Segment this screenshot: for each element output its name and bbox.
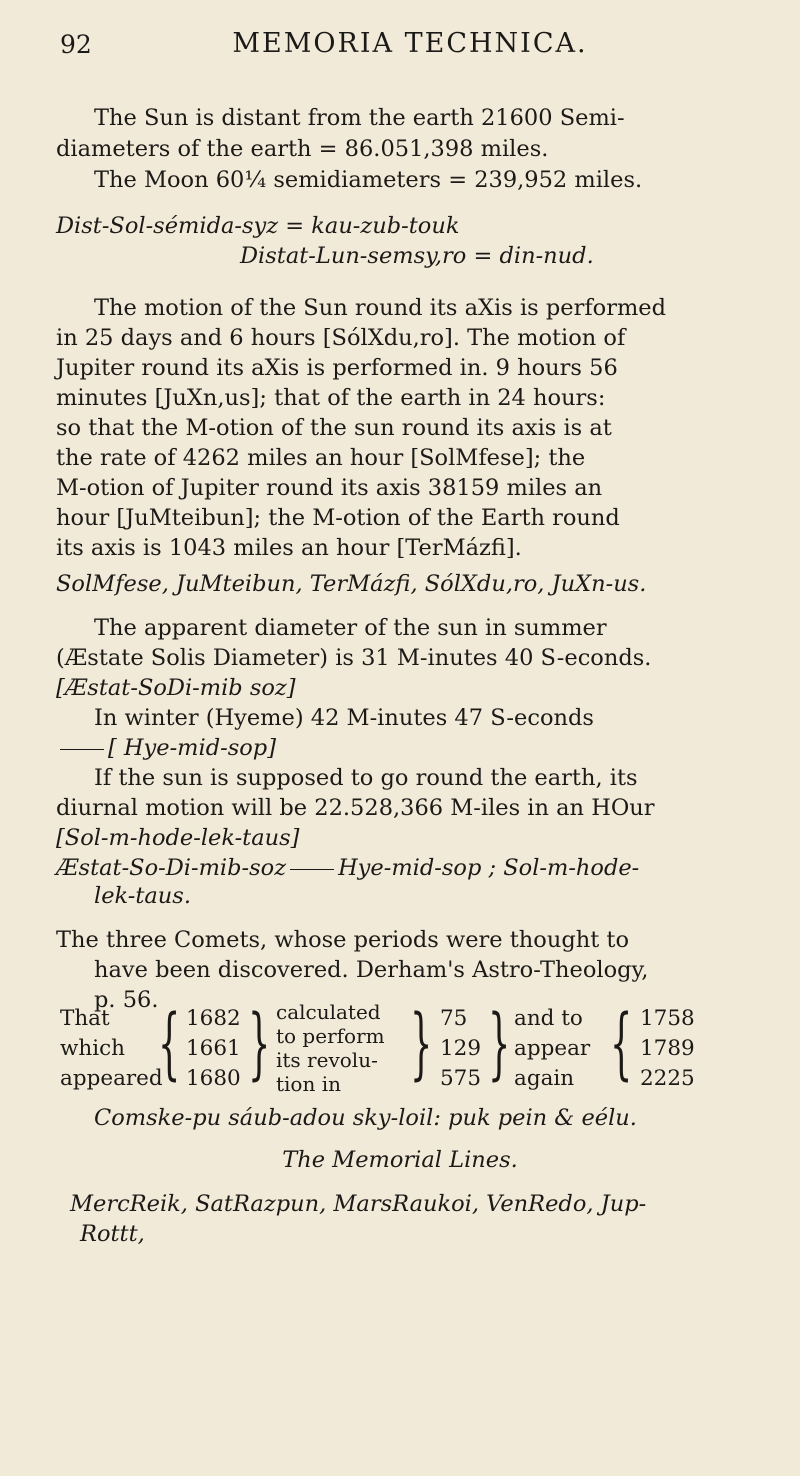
text-line: Comske-pu sáub-adou sky-loil: puk pein & eélu.	[94, 1105, 637, 1131]
text-line: [Æstat-SoDi-mib soz]	[56, 675, 296, 701]
text-span: [ Hye-mid-sop]	[108, 735, 276, 761]
cell: 129	[440, 1036, 482, 1061]
cell: 1682	[186, 1006, 241, 1031]
text-line	[56, 734, 764, 762]
text-line	[56, 854, 764, 882]
text-line: M-otion of Jupiter round its axis 38159 miles an	[56, 475, 603, 501]
text-line: diurnal motion will be 22.528,366 M-iles in an HOur	[56, 795, 655, 821]
text-line: The Sun is distant from the earth 21600 Semi-	[94, 105, 625, 131]
text-line: lek-taus.	[94, 883, 191, 909]
cell: appear	[514, 1036, 591, 1061]
text-line: Rottt,	[80, 1221, 145, 1247]
cell: calculated	[276, 1000, 381, 1024]
cell: 75	[440, 1006, 468, 1031]
right-brace: }	[410, 999, 433, 1089]
text-line: Distat-Lun-semsy,ro = din-nud.	[240, 243, 594, 269]
text-line: the rate of 4262 miles an hour [SolMfese]; the	[56, 445, 586, 471]
dash-rule	[290, 869, 334, 870]
text-span: Æstat-So-Di-mib-soz	[56, 855, 287, 881]
right-brace: }	[488, 999, 511, 1089]
text-line: SolMfese, JuMteibun, TerMázfi, SólXdu,ro, JuXn-us.	[56, 571, 647, 597]
text-line: minutes [JuXn,us]; that of the earth in 24 hours:	[56, 385, 606, 411]
right-brace: }	[248, 999, 271, 1089]
text-line: hour [JuMteibun]; the M-otion of the Earth round	[56, 505, 620, 531]
left-brace: {	[610, 999, 633, 1089]
cell: 1789	[640, 1036, 695, 1061]
text-line: The apparent diameter of the sun in summer	[94, 615, 607, 641]
text-span: Hye-mid-sop ; Sol-m-hode-	[338, 855, 640, 881]
cell: again	[514, 1066, 575, 1091]
page-number: 92	[60, 30, 92, 59]
cell: 575	[440, 1066, 482, 1091]
text-line: its axis is 1043 miles an hour [TerMázfi].	[56, 535, 522, 561]
cell: appeared	[60, 1066, 163, 1091]
text-line: have been discovered. Derham's Astro-Theology,	[94, 957, 649, 983]
dash-rule	[60, 749, 104, 750]
section-heading: The Memorial Lines.	[282, 1147, 518, 1173]
text-line: diameters of the earth = 86.051,398 miles.	[56, 136, 549, 162]
text-line: The Moon 60¼ semidiameters = 239,952 miles.	[94, 167, 643, 193]
text-line: The motion of the Sun round its aXis is performed	[94, 295, 667, 321]
text-line: in 25 days and 6 hours [SólXdu,ro]. The motion of	[56, 325, 626, 351]
text-line: In winter (Hyeme) 42 M-inutes 47 S-econds	[94, 705, 594, 731]
text-line: [Sol-m-hode-lek-taus]	[56, 825, 300, 851]
cell: its revolu-	[276, 1048, 378, 1072]
cell: 2225	[640, 1066, 695, 1091]
text-line: Dist-Sol-sémida-syz = kau-zub-touk	[56, 213, 460, 239]
cell: tion in	[276, 1072, 341, 1096]
cell: and to	[514, 1006, 583, 1031]
cell: 1661	[186, 1036, 241, 1061]
running-title: MEMORIA TECHNICA.	[232, 28, 588, 59]
text-line: so that the M-otion of the sun round its axis is at	[56, 415, 612, 441]
cell: 1680	[186, 1066, 241, 1091]
text-line: Jupiter round its aXis is performed in. 9 hours 56	[56, 355, 618, 381]
left-brace: {	[158, 999, 181, 1089]
cell: That	[60, 1006, 110, 1031]
text-line: p. 56.	[94, 987, 159, 1013]
cell: which	[60, 1036, 126, 1061]
text-line: MercReik, SatRazpun, MarsRaukoi, VenRedo, Jup-	[70, 1191, 647, 1217]
text-line: The three Comets, whose periods were thought to	[56, 927, 630, 953]
comet-table	[60, 1000, 760, 1096]
text-line: (Æstate Solis Diameter) is 31 M-inutes 40 S-econds.	[56, 645, 652, 671]
page-header	[60, 26, 760, 66]
text-line: If the sun is supposed to go round the earth, its	[94, 765, 638, 791]
cell: 1758	[640, 1006, 695, 1031]
cell: to perform	[276, 1024, 385, 1048]
